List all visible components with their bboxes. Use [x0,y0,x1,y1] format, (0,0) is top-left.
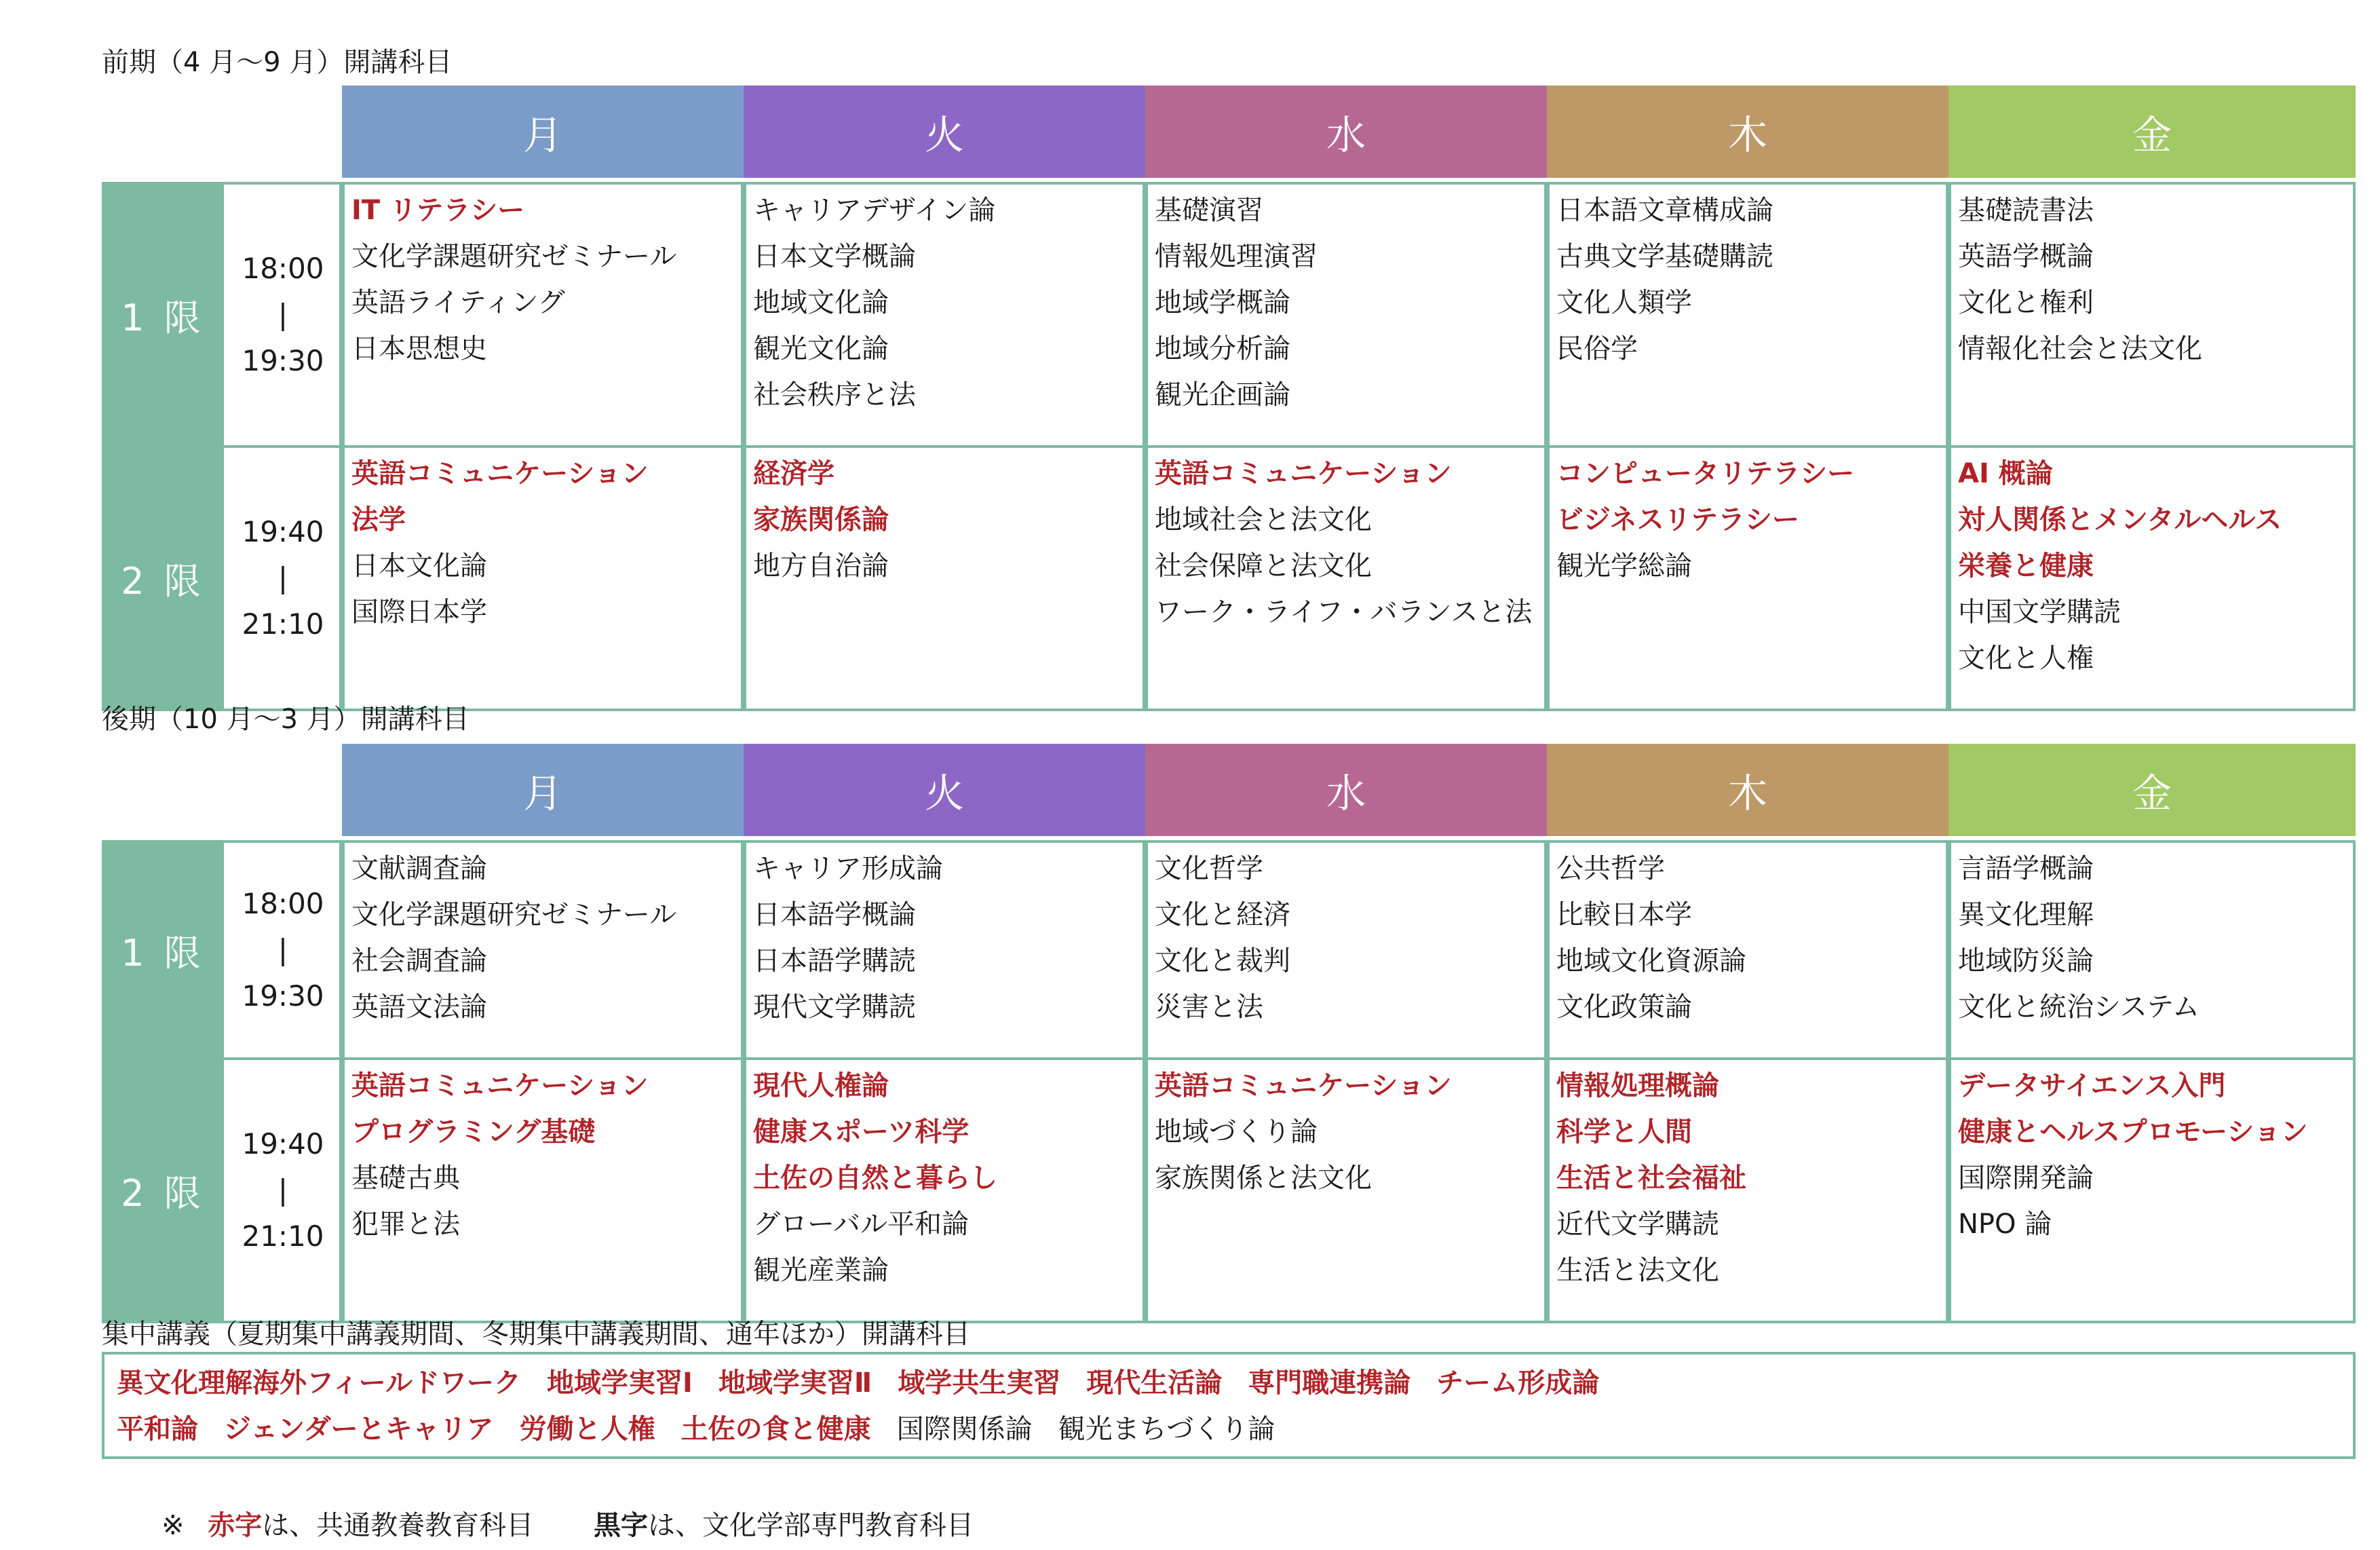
course-name: 国際日本学 [351,597,487,628]
course-cell-wed [1143,445,1550,711]
course-name: 法学 [351,504,406,535]
time-sep: | [277,933,288,966]
day-header-fri: 金 [1949,86,2356,178]
course-name: 対人関係とメンタルヘルス [1958,504,2282,535]
course-name: 情報処理演習 [1155,241,1318,272]
day-header-mon: 月 [342,744,744,836]
time-start: 18:00 [242,887,324,920]
course-name: 地域分析論 [1155,333,1290,364]
course-name: 現代人権論 [753,1070,889,1101]
course-name: 災害と法 [1155,991,1263,1023]
time-end: 19:30 [242,344,324,377]
intensive-course: 域学共生実習 [898,1367,1061,1399]
course-name: 古典文学基礎購読 [1556,241,1773,272]
intensive-course: 観光まちづくり論 [1058,1414,1275,1445]
course-name: 観光産業論 [753,1255,889,1286]
course-cell-fri [1946,840,2356,1060]
course-name: 文化政策論 [1556,991,1692,1023]
day-header-mon: 月 [342,86,744,178]
course-name: キャリアデザイン論 [753,195,996,226]
time-end: 21:10 [242,1220,324,1253]
course-name: 社会調査論 [351,945,487,977]
course-name: 中国文学購読 [1958,597,2121,628]
day-header-thu: 木 [1547,744,1949,836]
course-name: プログラミング基礎 [351,1116,596,1148]
course-name: 日本語学購読 [753,945,916,977]
course-cell-tue [741,1057,1148,1323]
course-cell-mon [339,182,746,448]
course-name: 健康スポーツ科学 [753,1116,970,1148]
time-end: 21:10 [242,607,324,641]
course-name: 日本語文章構成論 [1556,195,1773,226]
course-cell-mon [339,445,746,711]
course-name: 地域文化論 [753,287,889,318]
course-name: 地域学概論 [1155,287,1290,318]
time-end: 19:30 [242,979,324,1013]
day-header-wed: 水 [1145,86,1547,178]
intensive-course: チーム形成論 [1436,1367,1600,1399]
course-name: 国際開発論 [1958,1162,2094,1194]
intensive-row-2 [117,1406,2353,1452]
course-name: 日本思想史 [351,333,487,364]
course-cell-tue [741,182,1148,448]
course-name: 英語コミュニケーション [1155,458,1452,489]
course-name: 英語コミュニケーション [351,458,649,489]
period-label-1: 1 限 [102,840,224,1060]
period-time-2 [221,445,345,711]
course-name: 文化学課題研究ゼミナール [351,241,677,272]
course-name: 英語コミュニケーション [1155,1070,1452,1101]
course-name: 土佐の自然と暮らし [753,1162,997,1194]
course-name: 言語学概論 [1958,853,2094,884]
course-cell-wed [1143,840,1550,1060]
course-name: キャリア形成論 [753,853,943,884]
course-name: 現代文学購読 [753,991,916,1023]
course-name: 英語ライティング [351,287,565,318]
course-name: 基礎演習 [1155,195,1263,226]
course-name: 地域づくり論 [1155,1116,1318,1148]
course-name: 基礎古典 [351,1162,460,1194]
note-red-label: 赤字 [208,1510,263,1541]
course-name: 基礎読書法 [1958,195,2094,226]
intensive-course: 労働と人権 [519,1414,655,1445]
course-name: 経済学 [753,458,834,489]
intensive-course: 土佐の食と健康 [680,1414,871,1445]
intensive-title: 集中講義（夏期集中講義期間、冬期集中講義期間、通年ほか）開講科目 [102,1319,970,1350]
intensive-course: 異文化理解海外フィールドワーク [117,1367,521,1399]
course-cell-fri [1946,1057,2356,1323]
period-label-2: 2 限 [102,445,224,711]
course-name: 異文化理解 [1958,899,2094,930]
course-cell-fri [1946,182,2356,448]
time-start: 18:00 [242,252,324,285]
course-cell-thu [1544,182,1951,448]
course-name: ワーク・ライフ・バランスと法 [1155,597,1533,628]
intensive-row-1 [117,1360,2353,1406]
course-name: 文化人類学 [1556,287,1692,318]
course-cell-thu [1544,1057,1951,1323]
course-name: 英語コミュニケーション [351,1070,649,1101]
course-name: 比較日本学 [1556,899,1692,930]
course-name: 生活と社会福祉 [1556,1162,1746,1194]
course-name: 健康とヘルスプロモーション [1958,1116,2308,1148]
note-black-desc: は、文化学部専門教育科目 [647,1510,974,1541]
day-header-tue: 火 [744,86,1145,178]
day-header-fri: 金 [1949,744,2356,836]
intensive-course: ジェンダーとキャリア [224,1414,494,1445]
time-sep: | [277,1173,288,1207]
intensive-course: 平和論 [117,1414,198,1445]
semester1-title: 前期（4 月〜9 月）開講科目 [102,47,453,78]
course-name: 家族関係論 [753,504,889,535]
note-black-label: 黒字 [593,1510,648,1541]
intensive-course: 国際関係論 [896,1414,1033,1445]
course-cell-mon [339,840,746,1060]
intensive-course: 地域学実習Ⅱ [718,1367,872,1399]
course-name: 家族関係と法文化 [1155,1162,1372,1194]
course-cell-wed [1143,182,1550,448]
intensive-course: 地域学実習Ⅰ [547,1367,693,1399]
course-name: 日本語学概論 [753,899,916,930]
course-name: 観光文化論 [753,333,889,364]
course-name: 生活と法文化 [1556,1255,1719,1286]
course-name: AI 概論 [1958,458,2053,489]
course-cell-mon [339,1057,746,1323]
course-name: 地域文化資源論 [1556,945,1746,977]
course-name: IT リテラシー [351,195,525,226]
course-name: 観光学総論 [1556,550,1692,582]
intensive-course: 専門職連携論 [1248,1367,1411,1399]
course-name: コンピュータリテラシー [1556,458,1855,489]
period-label-2: 2 限 [102,1057,224,1323]
period-time-2 [221,1057,345,1323]
course-name: 地域社会と法文化 [1155,504,1372,535]
course-name: 犯罪と法 [351,1209,460,1240]
course-name: 社会保障と法文化 [1155,550,1372,582]
day-header-wed: 水 [1145,744,1547,836]
course-name: 文化と統治システム [1958,991,2200,1023]
note-red-desc: は、共通教養教育科目 [262,1510,534,1541]
course-name: 情報化社会と法文化 [1958,333,2202,364]
course-name: 文化哲学 [1155,853,1263,884]
course-name: データサイエンス入門 [1958,1070,2226,1101]
course-name: 近代文学購読 [1556,1209,1719,1240]
course-name: ビジネスリテラシー [1556,504,1799,535]
course-name: NPO 論 [1958,1209,2052,1240]
course-name: 英語学概論 [1958,241,2094,272]
time-start: 19:40 [242,515,324,548]
day-header-thu: 木 [1547,86,1949,178]
course-name: 栄養と健康 [1958,550,2094,582]
period-time-1 [221,840,345,1060]
course-name: 日本文化論 [351,550,487,582]
time-start: 19:40 [242,1127,324,1160]
course-name: 文化と権利 [1958,287,2094,318]
course-name: 観光企画論 [1155,379,1290,411]
course-cell-tue [741,840,1148,1060]
course-cell-thu [1544,840,1951,1060]
intensive-course: 現代生活論 [1086,1367,1223,1399]
course-name: グローバル平和論 [753,1209,969,1240]
note-mark: ※ [161,1510,185,1541]
course-name: 文化と裁判 [1155,945,1290,977]
intensive-box [102,1352,2356,1459]
period-time-1 [221,182,345,448]
time-sep: | [277,298,288,331]
course-name: 地域防災論 [1958,945,2094,977]
course-cell-thu [1544,445,1951,711]
course-name: 科学と人間 [1556,1116,1692,1148]
course-cell-wed [1143,1057,1550,1323]
legend-note [161,1512,974,1539]
course-cell-tue [741,445,1148,711]
course-name: 情報処理概論 [1556,1070,1719,1101]
course-name: 地方自治論 [753,550,889,582]
course-name: 文化学課題研究ゼミナール [351,899,677,930]
semester2-title: 後期（10 月〜3 月）開講科目 [102,704,469,735]
course-cell-fri [1946,445,2356,711]
course-name: 公共哲学 [1556,853,1665,884]
course-name: 文化と経済 [1155,899,1290,930]
course-name: 日本文学概論 [753,241,916,272]
day-header-tue: 火 [744,744,1145,836]
course-name: 文化と人権 [1958,643,2094,674]
course-name: 民俗学 [1556,333,1638,364]
course-name: 英語文法論 [351,991,487,1023]
course-name: 文献調査論 [351,853,487,884]
period-label-1: 1 限 [102,182,224,448]
time-sep: | [277,561,288,594]
course-name: 社会秩序と法 [753,379,916,411]
